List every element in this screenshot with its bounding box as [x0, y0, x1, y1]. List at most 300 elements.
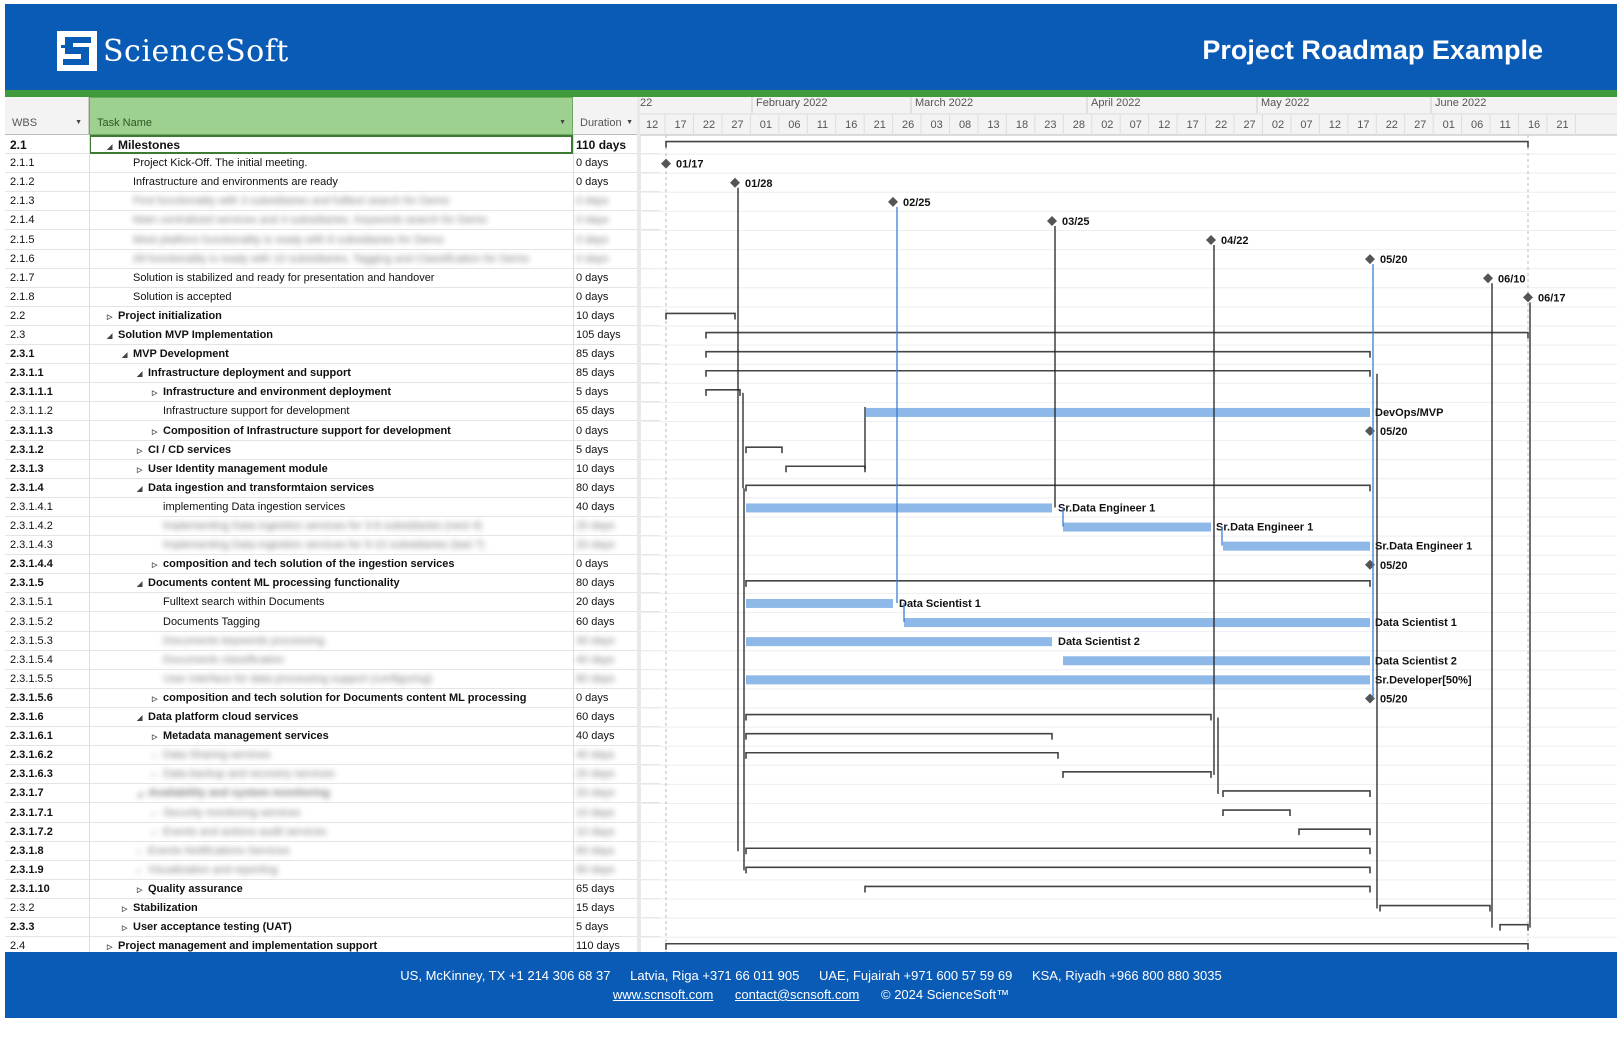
expand-triangle-icon[interactable]: ▷: [152, 753, 158, 761]
task-row[interactable]: [5, 842, 660, 861]
wbs-cell: 2.3.1.7: [10, 787, 44, 800]
task-label: Data backup and recovery services: [163, 768, 335, 781]
duration-cell: 0 days: [576, 252, 609, 265]
wbs-cell: 2.3.1.1.2: [10, 405, 53, 418]
filter-dropdown-icon[interactable]: ▼: [559, 119, 566, 126]
task-label: composition and tech solution for Documents content ML processing: [163, 691, 527, 704]
duration-cell: 80 days: [576, 844, 615, 857]
task-label: Fulltext search within Documents: [163, 596, 325, 609]
summary-bar[interactable]: [1223, 810, 1290, 816]
summary-bar[interactable]: [746, 848, 1370, 854]
task-label: Documents Tagging: [163, 615, 261, 628]
wbs-cell: 2.3.1.5.3: [10, 634, 53, 647]
resource-label: Data Scientist 1: [899, 597, 981, 610]
summary-bar[interactable]: [786, 466, 865, 472]
duration-cell: 10 days: [576, 309, 615, 322]
timescale-month-label: June 2022: [1435, 97, 1487, 109]
task-label: Infrastructure support for development: [163, 405, 350, 418]
task-name-cell: [137, 711, 298, 723]
task-row[interactable]: [5, 288, 660, 307]
duration-cell: 20 days: [576, 520, 615, 532]
task-name-cell: [133, 157, 307, 169]
task-bar[interactable]: [746, 637, 1052, 646]
column-header-duration-label: Duration: [580, 117, 622, 129]
milestone-diamond[interactable]: [1523, 292, 1533, 302]
resource-label: Data Scientist 2: [1375, 655, 1457, 668]
resource-label: Sr.Data Engineer 1: [1058, 502, 1156, 515]
milestone-date-label: 01/28: [745, 177, 773, 190]
resource-label: Sr.Data Engineer 1: [1375, 540, 1473, 553]
duration-cell: 20 days: [576, 596, 615, 609]
expand-triangle-icon[interactable]: ▷: [152, 562, 158, 570]
wbs-cell: 2.3.3: [10, 921, 35, 934]
milestone-diamond[interactable]: [1206, 235, 1216, 245]
header-banner: [5, 4, 1617, 90]
task-label: User Identity management module: [148, 462, 328, 475]
task-name-cell: [163, 539, 485, 551]
expand-triangle-icon[interactable]: ▷: [137, 466, 143, 474]
expand-triangle-icon[interactable]: ▷: [152, 810, 158, 818]
summary-bar[interactable]: [1500, 925, 1528, 931]
filter-dropdown-icon[interactable]: ▼: [75, 119, 82, 126]
task-label: Infrastructure and environments are ready: [133, 176, 338, 189]
timescale-month-label: March 2022: [915, 97, 974, 109]
page-title: Project Roadmap Example: [1202, 35, 1543, 65]
sciencesoft-logo-icon: [57, 31, 97, 71]
summary-bar[interactable]: [666, 313, 735, 319]
summary-bar[interactable]: [865, 886, 1370, 892]
duration-cell: 15 days: [576, 902, 615, 914]
task-name-cell: [137, 787, 330, 799]
task-row[interactable]: [5, 804, 660, 823]
wbs-cell: 2.1.7: [10, 271, 35, 284]
wbs-cell: 2.3.1.7.1: [10, 806, 53, 819]
timescale-day-label: 16: [845, 119, 858, 131]
timescale-day-label: 12: [1158, 119, 1171, 131]
column-header-task-label: Task Name: [97, 117, 153, 129]
task-name-cell: [122, 348, 229, 360]
task-row[interactable]: [5, 765, 660, 784]
duration-cell: 0 days: [576, 214, 609, 227]
task-name-cell: [137, 845, 290, 857]
collapse-triangle-icon[interactable]: ◢: [107, 144, 113, 151]
wbs-cell: 2.3.1.5.2: [10, 615, 53, 628]
duration-cell: 65 days: [576, 405, 615, 418]
task-row[interactable]: [5, 364, 660, 383]
summary-bar[interactable]: [706, 371, 1370, 377]
footer: [5, 952, 1617, 1018]
task-row[interactable]: [5, 899, 660, 918]
milestone-date-label: 04/22: [1221, 235, 1249, 248]
wbs-cell: 2.1.1: [10, 157, 35, 170]
task-name-cell: [152, 730, 329, 742]
task-row[interactable]: [5, 536, 660, 555]
milestone-diamond[interactable]: [730, 178, 740, 188]
task-row[interactable]: [5, 154, 660, 173]
collapse-triangle-icon[interactable]: ◢: [137, 485, 143, 493]
expand-triangle-icon[interactable]: ▷: [137, 886, 143, 894]
summary-bar[interactable]: [746, 581, 1370, 587]
timescale-day-label: 07: [1300, 119, 1313, 131]
expand-triangle-icon[interactable]: ▷: [152, 695, 158, 703]
expand-triangle-icon[interactable]: ▷: [122, 925, 128, 933]
wbs-cell: 2.3.1.9: [10, 863, 44, 876]
task-label: Most platform functionality is ready with 8 subsidiaries for Demo: [133, 233, 444, 246]
wbs-cell: 2.3.1.4: [10, 481, 44, 494]
email-link[interactable]: contact@scnsoft.com: [734, 987, 860, 1002]
brand-name: ScienceSoft: [103, 33, 289, 69]
task-row[interactable]: [5, 861, 660, 880]
task-label: Infrastructure and environment deployment: [163, 386, 391, 399]
task-row[interactable]: [5, 574, 660, 593]
wbs-cell: 2.3.2: [10, 902, 35, 914]
summary-bar[interactable]: [746, 734, 1052, 740]
task-label: Infrastructure deployment and support: [148, 367, 351, 380]
milestone-diamond[interactable]: [888, 197, 898, 207]
expand-triangle-icon[interactable]: ▷: [122, 906, 128, 913]
task-name-cell: [163, 635, 324, 647]
task-row[interactable]: [5, 211, 660, 230]
wbs-cell: 2.3.1.6.3: [10, 768, 53, 781]
duration-cell: 40 days: [576, 500, 615, 513]
task-label: Data ingestion and transformtaion services: [148, 481, 375, 494]
expand-triangle-icon[interactable]: ▷: [152, 390, 158, 398]
task-row[interactable]: [5, 441, 660, 460]
website-link[interactable]: www.scnsoft.com: [612, 987, 714, 1002]
task-bar[interactable]: [1063, 523, 1211, 532]
task-name-cell: [137, 482, 374, 494]
summary-bar[interactable]: [746, 753, 1058, 759]
timescale-day-label: 16: [1527, 119, 1541, 131]
task-row[interactable]: [5, 689, 660, 708]
wbs-cell: 2.1: [10, 138, 27, 152]
task-label: Security monitoring services: [163, 806, 301, 819]
wbs-cell: 2.3.1.5.5: [10, 672, 53, 685]
timescale-month-label: February 2022: [756, 97, 828, 109]
milestone-diamond[interactable]: [1047, 216, 1057, 226]
summary-bar[interactable]: [746, 867, 1370, 873]
duration-cell: 0 days: [576, 195, 609, 208]
column-divider: [573, 135, 574, 982]
task-label: Implementing Data ingestion services for 9-10 subsidiaries (last 7): [163, 539, 485, 552]
timescale-day-label: 21: [873, 119, 886, 131]
task-row[interactable]: [5, 651, 660, 670]
task-name-cell: [152, 749, 271, 761]
summary-bar[interactable]: [746, 447, 782, 453]
collapse-triangle-icon[interactable]: ◢: [107, 333, 113, 340]
duration-cell: 20 days: [576, 768, 615, 781]
duration-cell: 110 days: [576, 138, 627, 152]
milestone-date-label: 05/20: [1380, 559, 1408, 572]
task-row[interactable]: [5, 250, 660, 269]
wbs-cell: 2.1.2: [10, 176, 35, 189]
duration-cell: 20 days: [576, 539, 615, 552]
collapse-triangle-icon[interactable]: ◢: [137, 715, 143, 722]
task-name-cell: [137, 463, 328, 475]
task-bar[interactable]: [866, 408, 1370, 417]
task-row[interactable]: [5, 422, 660, 441]
sciencesoft-logo[interactable]: [57, 31, 289, 71]
task-bar[interactable]: [746, 599, 893, 608]
task-name-cell: [163, 520, 482, 532]
task-row[interactable]: [5, 670, 660, 689]
timescale-day-label: 07: [1129, 119, 1142, 131]
wbs-cell: 2.3.1.4.1: [10, 500, 53, 513]
task-name-cell: [133, 253, 529, 265]
collapse-triangle-icon[interactable]: ◢: [122, 352, 128, 360]
task-name-cell: [152, 768, 335, 780]
wbs-cell: 2.4: [10, 940, 26, 953]
task-name-cell: [152, 807, 301, 819]
task-label: Documents keywords processing: [163, 634, 325, 647]
task-row[interactable]: [5, 326, 660, 345]
timescale-day-label: 01: [759, 119, 773, 131]
duration-cell: 40 days: [576, 730, 615, 743]
task-row[interactable]: [5, 746, 660, 765]
duration-cell: 0 days: [576, 176, 609, 189]
duration-cell: 85 days: [576, 348, 615, 361]
task-label: Solution MVP Implementation: [118, 329, 274, 341]
task-name-cell: [133, 272, 434, 284]
wbs-cell: 2.1.4: [10, 214, 35, 227]
task-bar[interactable]: [1063, 656, 1370, 665]
duration-cell: 80 days: [576, 577, 615, 590]
milestone-date-label: 05/20: [1380, 693, 1408, 706]
task-label: CI / CD services: [148, 443, 232, 456]
duration-cell: 40 days: [576, 653, 615, 666]
task-name-cell: [133, 195, 449, 207]
task-name-cell: [137, 444, 231, 456]
duration-cell: 10 days: [576, 825, 615, 838]
task-row[interactable]: [5, 593, 660, 612]
task-name-cell: [137, 864, 277, 876]
task-label: All functionality is ready with 10 subsidiaries, Tagging and Classification for Demo: [133, 252, 529, 265]
copyright: © 2024 ScienceSoft™: [881, 987, 1010, 1002]
task-row[interactable]: [5, 269, 660, 288]
task-label: Data platform cloud services: [148, 711, 299, 723]
milestone-date-label: 06/10: [1498, 273, 1526, 286]
wbs-cell: 2.3.1.2: [10, 443, 44, 456]
task-bar[interactable]: [1223, 542, 1370, 551]
wbs-cell: 2.3.1.3: [10, 462, 44, 475]
timescale-day-label: 27: [1414, 119, 1427, 131]
duration-cell: 20 days: [576, 787, 615, 800]
milestone-date-label: 03/25: [1062, 215, 1090, 228]
milestone-date-label: 05/20: [1380, 254, 1408, 267]
timescale-day-label: 11: [816, 119, 829, 131]
expand-triangle-icon[interactable]: ▷: [152, 428, 158, 436]
task-label: Milestones: [118, 138, 181, 152]
summary-bar[interactable]: [706, 390, 740, 396]
expand-triangle-icon[interactable]: ▷: [107, 313, 113, 321]
task-name-cell: [163, 501, 345, 513]
summary-bar[interactable]: [666, 142, 1528, 148]
duration-cell: 80 days: [576, 481, 615, 494]
summary-bar[interactable]: [706, 333, 1528, 339]
wbs-cell: 2.1.6: [10, 252, 35, 265]
task-name-cell: [163, 405, 349, 417]
task-label: Project Kick-Off. The initial meeting.: [133, 157, 308, 170]
expand-triangle-icon[interactable]: ▷: [137, 447, 143, 455]
task-row[interactable]: [5, 460, 660, 479]
collapse-triangle-icon[interactable]: ◢: [137, 371, 143, 379]
timescale-day-label: 17: [1186, 119, 1199, 131]
duration-cell: 0 days: [576, 233, 609, 246]
summary-bar[interactable]: [746, 715, 1211, 721]
summary-bar[interactable]: [666, 944, 1528, 950]
wbs-cell: 2.3.1.4.4: [10, 558, 53, 571]
wbs-cell: 2.3.1.6.2: [10, 749, 53, 762]
milestone-diamond[interactable]: [1365, 254, 1375, 264]
column-header-duration[interactable]: [573, 97, 640, 135]
task-row[interactable]: [5, 784, 660, 803]
selected-cell[interactable]: [89, 135, 573, 154]
task-row[interactable]: [5, 632, 660, 651]
wbs-cell: 2.3.1.8: [10, 844, 44, 857]
timescale-day-label: 06: [1471, 119, 1484, 131]
timescale-day-label: 08: [958, 119, 972, 131]
resource-label: DevOps/MVP: [1375, 406, 1444, 419]
task-row[interactable]: [5, 383, 660, 402]
task-name-cell: [152, 558, 455, 570]
task-bar[interactable]: [746, 503, 1052, 512]
task-row[interactable]: [5, 498, 660, 517]
task-name-cell: [152, 386, 391, 398]
timescale-day-label: 06: [788, 119, 801, 131]
task-label: Stabilization: [133, 902, 198, 914]
task-label: MVP Development: [133, 348, 229, 361]
milestone-diamond[interactable]: [1483, 273, 1493, 283]
task-name-cell: [137, 367, 351, 379]
timescale-day-label: 21: [1556, 119, 1569, 131]
task-row[interactable]: [5, 823, 660, 842]
task-bar[interactable]: [904, 618, 1370, 627]
expand-triangle-icon[interactable]: ▷: [137, 867, 143, 875]
task-name-cell: [133, 214, 487, 226]
task-row[interactable]: [5, 345, 660, 364]
task-row[interactable]: [5, 402, 660, 421]
task-row[interactable]: [5, 231, 660, 250]
collapse-triangle-icon[interactable]: ◢: [137, 791, 143, 799]
wbs-cell: 2.2: [10, 309, 26, 322]
milestone-diamond[interactable]: [661, 159, 671, 169]
task-name-cell: [107, 310, 222, 322]
summary-bar[interactable]: [1223, 791, 1370, 797]
duration-cell: 85 days: [576, 367, 615, 380]
task-row[interactable]: [5, 517, 660, 536]
task-name-cell: [152, 826, 326, 838]
footer-links: [5, 987, 1617, 1002]
duration-cell: 5 days: [576, 443, 609, 456]
timescale-month-label: May 2022: [1261, 97, 1310, 109]
summary-bar[interactable]: [706, 352, 1370, 358]
duration-cell: 80 days: [576, 672, 615, 685]
summary-bar[interactable]: [746, 485, 1370, 491]
task-name-cell: [122, 921, 292, 933]
timescale-day-label: 22: [702, 119, 716, 131]
duration-cell: 0 days: [576, 691, 609, 704]
milestone-date-label: 02/25: [903, 196, 931, 209]
column-header-wbs-label: WBS: [12, 117, 38, 129]
collapse-triangle-icon[interactable]: ◢: [137, 581, 143, 589]
task-label: Documents content ML processing functionality: [148, 577, 400, 590]
task-label: Data Sharing services: [163, 749, 271, 762]
task-label: User interface for data processing support (configuring): [163, 672, 433, 685]
duration-cell: 40 days: [576, 634, 615, 647]
expand-triangle-icon[interactable]: ▷: [152, 829, 158, 837]
timescale-day-label: 02: [1271, 119, 1285, 131]
task-label: implementing Data ingestion services: [163, 500, 346, 513]
task-label: Quality assurance: [148, 882, 243, 895]
resource-label: Sr.Developer[50%]: [1375, 674, 1472, 687]
duration-cell: 80 days: [576, 863, 615, 876]
task-label: Availability and system monitoring: [148, 787, 330, 800]
wbs-cell: 2.3.1.4.2: [10, 520, 53, 532]
resource-label: Sr.Data Engineer 1: [1216, 521, 1314, 534]
expand-triangle-icon[interactable]: ▷: [152, 772, 158, 780]
task-grid: [5, 97, 660, 982]
wbs-cell: 2.3.1.5.6: [10, 691, 53, 704]
expand-triangle-icon[interactable]: ▷: [107, 944, 113, 952]
task-label: Project initialization: [118, 309, 222, 322]
column-header-task-name[interactable]: [89, 97, 573, 135]
wbs-cell: 2.3.1.6.1: [10, 730, 53, 743]
task-row[interactable]: [5, 918, 660, 937]
task-label: composition and tech solution of the ingestion services: [163, 558, 455, 571]
task-name-cell: [133, 176, 338, 188]
task-row[interactable]: [5, 727, 660, 746]
expand-triangle-icon[interactable]: ▷: [137, 848, 143, 856]
timescale-day-label: 11: [1499, 119, 1511, 131]
task-row[interactable]: [5, 479, 660, 498]
task-row[interactable]: [5, 192, 660, 211]
task-row[interactable]: [5, 880, 660, 899]
task-row[interactable]: [5, 173, 660, 192]
task-label: Implementing Data ingestion services for 3-8 subsidiaries (next 4): [163, 520, 483, 532]
task-name-cell: [152, 425, 451, 437]
filter-dropdown-icon[interactable]: ▼: [626, 119, 633, 126]
wbs-cell: 2.3.1.1.1: [10, 386, 53, 399]
wbs-cell: 2.3.1.5.1: [10, 596, 53, 609]
wbs-cell: 2.3.1.7.2: [10, 825, 53, 838]
task-row[interactable]: [5, 555, 660, 574]
duration-cell: 0 days: [576, 157, 609, 170]
task-name-cell: [122, 902, 198, 914]
wbs-cell: 2.1.3: [10, 195, 35, 208]
duration-cell: 10 days: [576, 806, 615, 819]
expand-triangle-icon[interactable]: ▷: [152, 734, 158, 742]
timescale-day-label: 17: [1357, 119, 1370, 131]
wbs-cell: 2.3.1.5: [10, 577, 44, 590]
contact-uae: UAE, Fujairah +971 600 57 59 69: [819, 968, 1013, 983]
task-row[interactable]: [5, 307, 660, 326]
task-name-cell: [163, 616, 260, 628]
task-row[interactable]: [5, 708, 660, 727]
task-label: Documents classification: [163, 653, 285, 666]
summary-bar[interactable]: [1380, 906, 1490, 912]
task-bar[interactable]: [746, 675, 1370, 684]
task-name-cell: [137, 577, 400, 589]
summary-bar[interactable]: [1299, 829, 1370, 835]
timescale-day-label: 02: [1101, 119, 1114, 131]
duration-cell: 10 days: [576, 462, 615, 475]
timescale-day-label: 27: [1243, 119, 1256, 131]
summary-bar[interactable]: [1063, 772, 1211, 778]
task-label: Solution is stabilized and ready for presentation and handover: [133, 271, 435, 284]
duration-cell: 105 days: [576, 329, 621, 341]
column-header-wbs[interactable]: [5, 97, 89, 135]
task-row[interactable]: [5, 613, 660, 632]
